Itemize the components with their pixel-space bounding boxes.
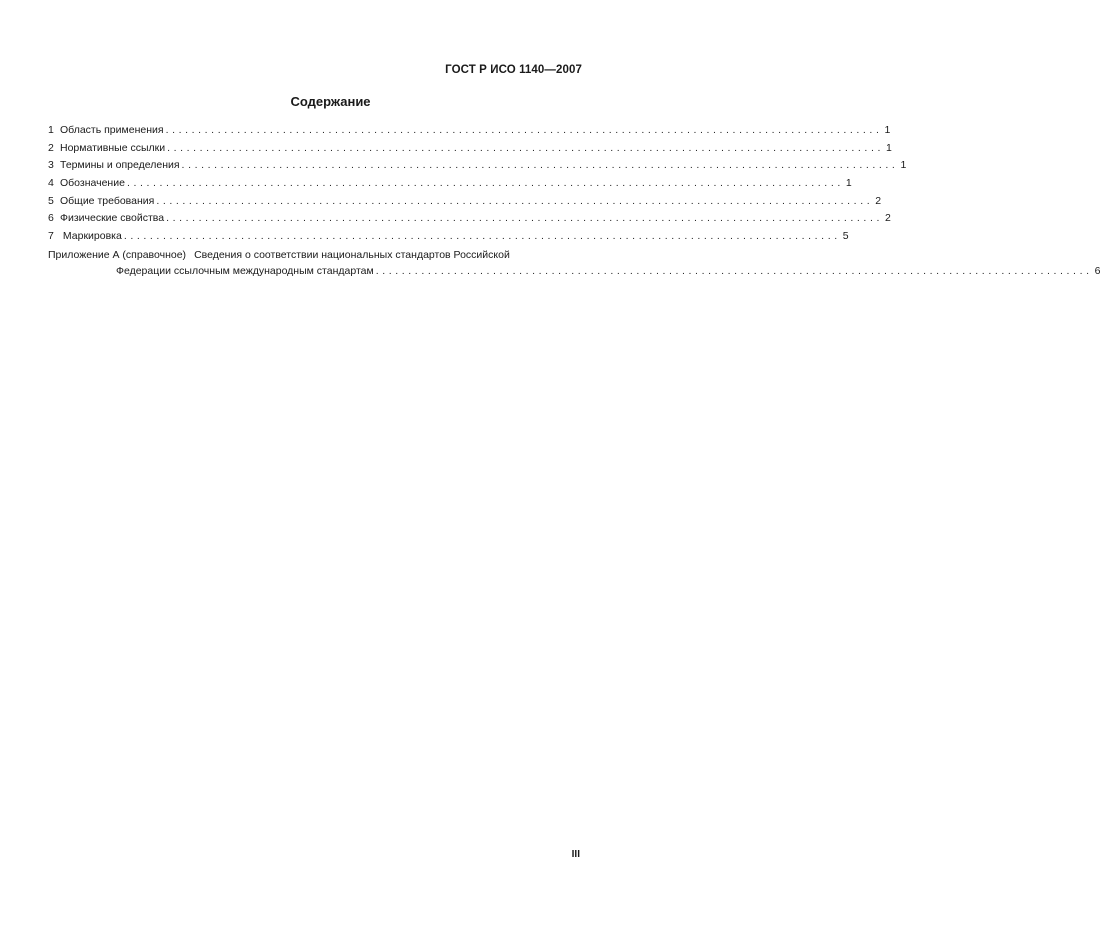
dot-leader: ..............................................................................................................: [181, 159, 899, 172]
dot-leader: ..............................................................................................................: [126, 177, 844, 190]
annex-title-line1: Сведения о соответствии национальных стандартов Российской: [194, 248, 510, 261]
toc-entry-page: 2: [884, 212, 891, 225]
page-number: III: [571, 849, 580, 860]
toc-entry-label: Маркировка: [60, 230, 122, 243]
toc-entry-label: Нормативные ссылки: [60, 141, 166, 154]
toc-entry-number: 7: [48, 230, 54, 243]
dot-leader: ..............................................................................................................: [166, 212, 883, 225]
toc-entry[interactable]: [48, 124, 891, 142]
toc-entry-number: 2: [48, 141, 54, 154]
toc-entry-number: 4: [48, 177, 54, 190]
toc-entry-label: Область применения: [60, 124, 164, 136]
annex-title-line2: Федерации ссылочным международным стандартам: [116, 264, 374, 277]
toc-entry[interactable]: [48, 177, 852, 195]
toc-entry-label: Обозначение: [60, 177, 125, 190]
dot-leader: ..............................................................................................................: [167, 141, 884, 154]
dot-leader: ..............................................................................................................: [123, 230, 841, 243]
toc-entry-page: 1: [845, 177, 852, 190]
toc-entry-label: Физические свойства: [60, 212, 165, 225]
toc-entry-label: Общие требования: [60, 194, 155, 207]
toc-entry-number: 6: [48, 212, 54, 225]
toc-entry-number: 5: [48, 194, 54, 207]
toc-entry-page: 1: [900, 159, 907, 172]
dot-leader: ..............................................................................................................: [156, 194, 874, 207]
toc-entry-page: 1: [884, 124, 891, 136]
toc-entry-number: 3: [48, 159, 54, 172]
toc-entry-page: 1: [885, 141, 892, 154]
annex-page: 6: [1094, 264, 1100, 277]
toc-entry[interactable]: [48, 194, 882, 213]
dot-leader: ..............................................................................................................: [165, 124, 883, 136]
table-of-contents: [48, 124, 1100, 282]
toc-entry-page: 2: [875, 194, 882, 207]
toc-entry-label: Термины и определения: [60, 159, 180, 172]
toc-entry-page: 5: [842, 230, 849, 243]
toc-entry[interactable]: [48, 230, 849, 248]
toc-entry-number: 1: [48, 124, 54, 136]
toc-title: Содержание: [290, 94, 371, 109]
toc-entry[interactable]: [48, 212, 891, 230]
toc-entry[interactable]: [48, 141, 892, 160]
toc-annex-entry[interactable]: [48, 248, 1100, 282]
document-code: ГОСТ Р ИСО 1140—2007: [445, 64, 582, 76]
dot-leader: ..............................................................................................................: [375, 264, 1093, 277]
annex-heading: Приложение А (справочное): [48, 248, 187, 261]
toc-entry[interactable]: [48, 159, 907, 177]
